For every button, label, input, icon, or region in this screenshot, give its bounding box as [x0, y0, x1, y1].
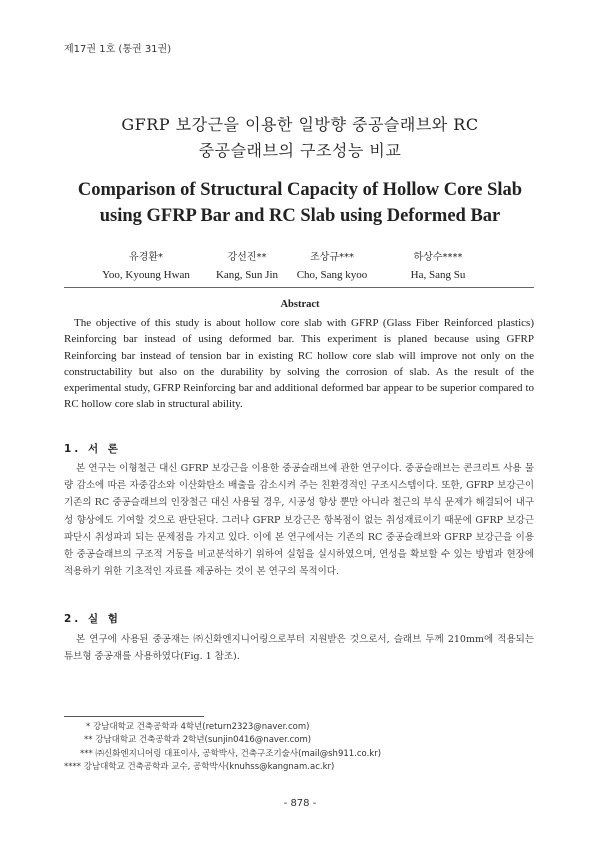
- author-3-name-korean: 조상규***: [310, 252, 354, 263]
- journal-issue-info: 제17권 1호 (통권 31권): [64, 44, 172, 55]
- footnote-2: ** 강남대학교 건축공학과 2학년(sunjin0416@naver.com): [84, 735, 312, 746]
- title-english-line-1: Comparison of Structural Capacity of Hollow Core Slab: [77, 180, 523, 200]
- author-4-name-english: Ha, Sang Su: [410, 269, 466, 281]
- author-list: [0, 248, 600, 282]
- title-korean-line-2: 중공슬래브의 구조성능 비교: [198, 141, 402, 160]
- section-2-body: 본 연구에 사용된 중공재는 ㈜신화엔지니어링으로부터 지원받은 것으로서, 슬래브 두께 210mm에 적용되는 튜브형 중공재를 사용하였다(Fig. 1 참조).: [64, 634, 534, 663]
- footnotes: [64, 721, 534, 775]
- page-number: - 878 -: [283, 798, 317, 809]
- author-4: [373, 248, 503, 281]
- title-english-line-2: using GFRP Bar and RC Slab using Deformed Bar: [99, 206, 501, 226]
- footnote-3: *** ㈜신화엔지니어링 대표이사, 공학박사, 건축구조기술사(mail@sh911.co.kr): [80, 748, 382, 759]
- footnote-4: **** 강남대학교 건축공학과 교수, 공학박사(knuhss@kangnam.ac.kr): [64, 762, 335, 773]
- author-3-name-english: Cho, Sang kyoo: [296, 269, 368, 281]
- abstract-heading: Abstract: [280, 299, 320, 310]
- footnote-1: * 강남대학교 건축공학과 4학년(return2323@naver.com): [86, 722, 310, 732]
- section-1-body: 본 연구는 이형철근 대신 GFRP 보강근을 이용한 중공슬래브에 관한 연구이다. 중공슬래브는 콘크리트 사용 물량 감소에 따른 자중감소와 이산화탄소 배출을 감소시켜 주는 친환경적인 구조시스템이다. 또한, GFRP 보강근이 기존의 RC 중공슬래브의 인장철근 대신 사용될 경우, 시공성 향상 뿐만 아니라 철근의 부식 문제가 해결되어 내구성 향상에도 기여할 것으로 판단된다. 그러나 GFRP 보강근은 항복점이 없는 취성재료이기 때문에 GFRP 보강근 파단시 취성파괴 되는 문제점을 가지고 있다. 이에 본 연구에서는 기존의 RC 중공슬래브와 GFRP 보강근을 이용한 중공슬래브의 구조적 거동을 비교분석하기 위하여 실험을 실시하였으며, 연성을 확보할 수 있는 방법과 현장에 적용하기 위한 기초적인 자료를 제공하는 것이 본 연구의 목적이다.: [64, 463, 534, 578]
- author-2-name-english: Kang, Sun Jin: [215, 269, 279, 281]
- footnote-divider: [64, 716, 204, 717]
- abstract-body: The objective of this study is about hollow core slab with GFRP (Glass Fiber Reinforced plastics) Reinforcing bar instead of using deformed bar. This experiment is planed because using GFRP Reinforcing bar instead of tension bar in existing RC hollow core slab will improve not only on the constructability but also on the durability by solving the corrosion of slab. As the result of the experimental study, GFRP Reinforcing bar and additional deformed bar appear to be superior compared to RC hollow core slab in structural ability.: [64, 317, 534, 411]
- author-2-name-korean: 강선진**: [227, 252, 267, 263]
- author-4-name-korean: 하상수****: [413, 252, 463, 263]
- author-divider: [64, 287, 534, 288]
- section-1-heading: 1. 서 론: [64, 443, 121, 455]
- title-korean-line-1: GFRP 보강근을 이용한 일방향 중공슬래브와 RC: [121, 115, 479, 134]
- author-1-name-korean: 유경환*: [129, 252, 163, 263]
- section-2-heading: 2. 실 험: [64, 613, 121, 625]
- author-1-name-english: Yoo, Kyoung Hwan: [102, 269, 190, 281]
